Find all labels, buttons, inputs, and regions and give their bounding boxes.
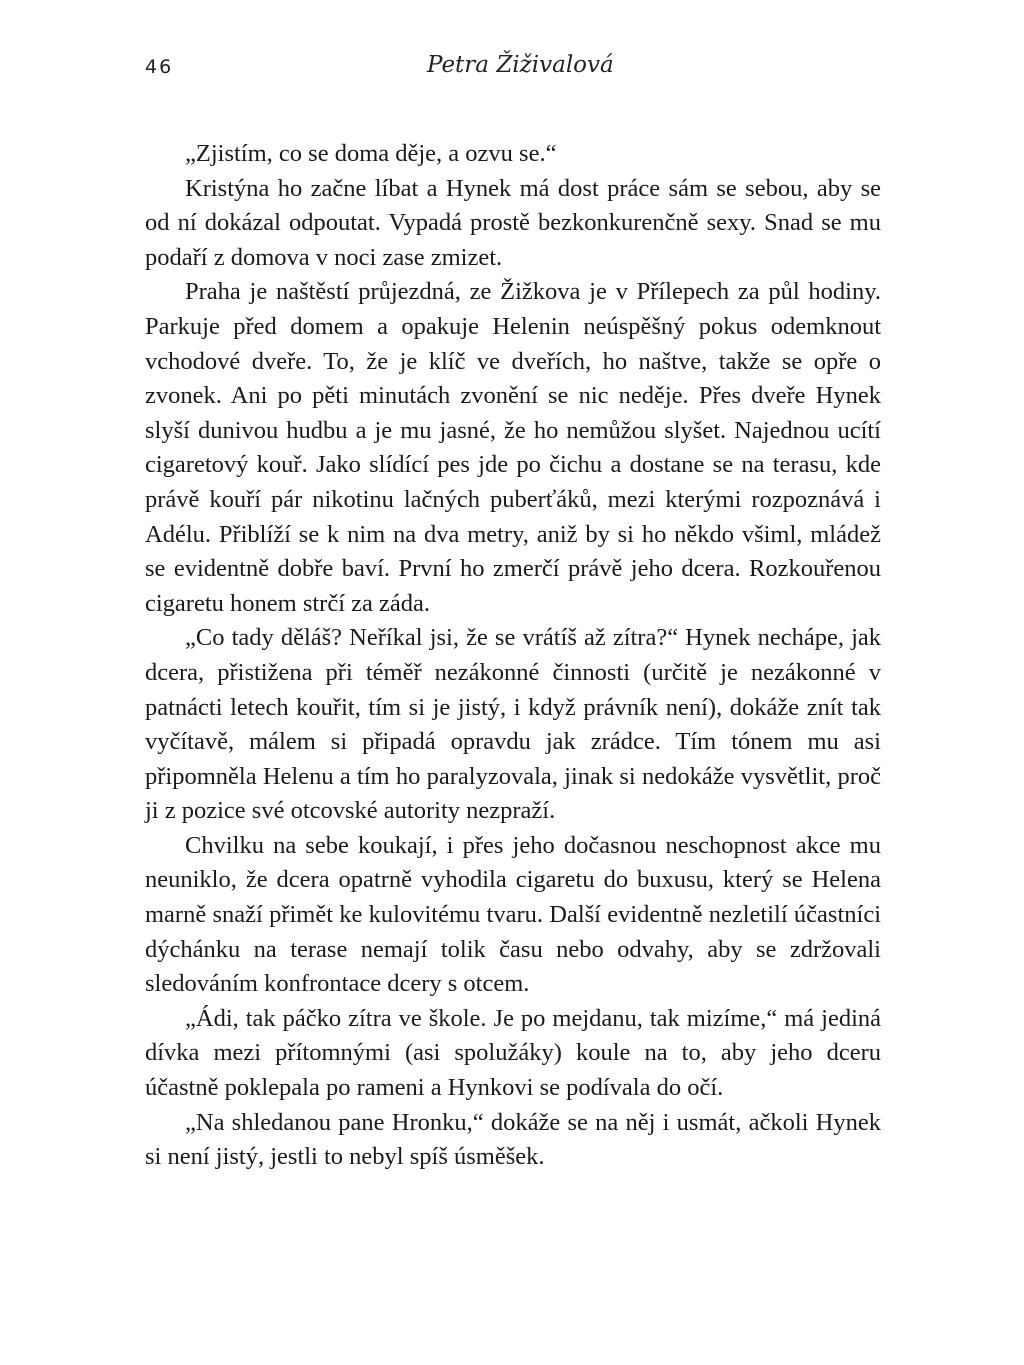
- paragraph: „Co tady děláš? Neříkal jsi, že se vrátíš až zítra?“ Hynek nechápe, jak dcera, přistižena při téměř nezákonné činnosti (určitě je nezákonné v patnácti letech kouřit, tím si je jistý, i když právník není), dokáže znít tak vyčítavě, málem si připadá opravdu jak zrádce. Tím tónem mu asi připomněla Helenu a tím ho paralyzovala, jinak si nedokáže vysvětlit, proč ji z pozice své otcovské autority nezpraží.: [145, 624, 881, 825]
- paragraph: „Na shledanou pane Hronku,“ dokáže se na něj i usmát, ačkoli Hynek si není jistý, jestli to nebyl spíš úsměšek.: [145, 1108, 881, 1171]
- paragraph: Praha je naštěstí průjezdná, ze Žižkova je v Přílepech za půl hodiny. Parkuje před domem a opakuje Helenin neúspěšný pokus odemknout vchodové dveře. To, že je klíč ve dveřích, ho naštve, takže se opře o zvonek. Ani po pěti minutách zvonění se nic neděje. Přes dveře Hynek slyší dunivou hudbu a je mu jasné, že ho nemůžou slyšet. Najednou ucítí cigaretový kouř. Jako slídící pes jde po čichu a dostane se na terasu, kde právě kouří pár nikotinu lačných puberťáků, mezi kterými rozpoznává i Adélu. Přiblíží se k nim na dva metry, aniž by si ho někdo všiml, mládež se evidentně dobře baví. První ho zmerčí právě jeho dcera. Rozkouřenou cigaretu honem strčí za záda.: [145, 278, 881, 617]
- paragraph: „Ádi, tak páčko zítra ve škole. Je po mejdanu, tak mizíme,“ má jediná dívka mezi přítomnými (asi spolužáky) koule na to, aby jeho dceru účastně poklepala po rameni a Hynkovi se podívala do očí.: [145, 1004, 881, 1102]
- page-number: 46: [145, 56, 174, 78]
- paragraph: „Zjistím, co se doma děje, a ozvu se.“: [185, 140, 557, 167]
- paragraph: Chvilku na sebe koukají, i přes jeho dočasnou neschopnost akce mu neuniklo, že dcera opatrně vyhodila cigaretu do buxusu, který se Helena marně snaží přimět ke kulovitému tvaru. Další evidentně nezletilí účastníci dýchánku na terase nemají tolik času nebo odvahy, aby se zdržovali sledováním konfrontace dcery s otcem.: [145, 831, 881, 998]
- paragraph: Kristýna ho začne líbat a Hynek má dost práce sám se sebou, aby se od ní dokázal odpoutat. Vypadá prostě bezkonkurenčně sexy. Snad se mu podaří z domova v noci zase zmizet.: [145, 174, 881, 271]
- running-head-author: Petra Žiživalová: [427, 52, 614, 78]
- page-header: [145, 52, 881, 88]
- body-text: [145, 137, 881, 1175]
